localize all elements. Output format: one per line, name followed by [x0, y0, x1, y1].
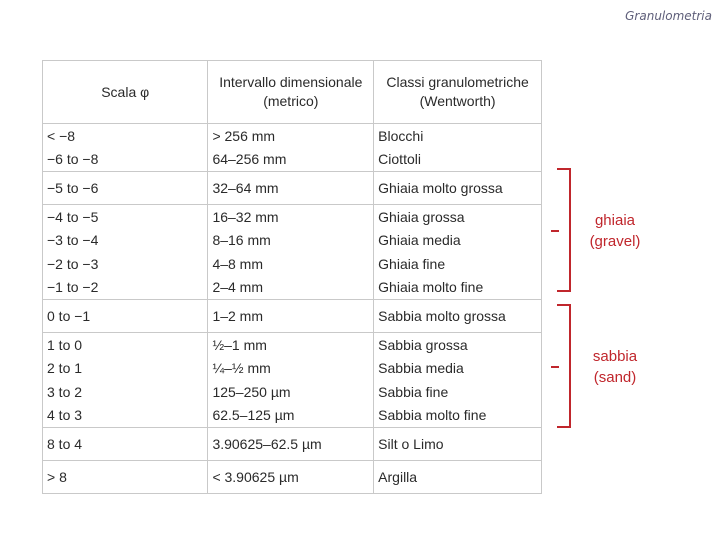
sand-bracket-tick	[551, 366, 559, 368]
phi-cell: 2 to 1	[43, 357, 208, 381]
phi-cell: −1 to −2	[43, 276, 208, 300]
header-phi-scale: Scala φ	[43, 61, 208, 124]
sand-label-english: (sand)	[593, 369, 637, 386]
table-row	[43, 404, 542, 428]
class-cell: Ciottoli	[374, 148, 542, 172]
gravel-label-italian: ghiaia	[594, 212, 636, 229]
size-cell: ½–1 mm	[208, 333, 374, 357]
class-cell: Sabbia molto fine	[374, 404, 542, 428]
slide-title: Granulometria	[625, 9, 712, 23]
size-cell: 62.5–125 µm	[208, 404, 374, 428]
size-cell: 32–64 mm	[208, 172, 374, 205]
sand-label-italian: sabbia	[592, 348, 638, 365]
size-cell: 16–32 mm	[208, 205, 374, 229]
class-cell: Ghiaia media	[374, 229, 542, 253]
table-header-row	[43, 61, 542, 124]
class-cell: Argilla	[374, 461, 542, 494]
phi-cell: −2 to −3	[43, 252, 208, 276]
class-cell: Sabbia grossa	[374, 333, 542, 357]
phi-cell: 8 to 4	[43, 428, 208, 461]
table-row	[43, 300, 542, 333]
size-cell: 2–4 mm	[208, 276, 374, 300]
header-wentworth-class: Classi granulometriche (Wentworth)	[374, 61, 542, 124]
size-cell: 3.90625–62.5 µm	[208, 428, 374, 461]
class-cell: Blocchi	[374, 124, 542, 148]
class-cell: Ghiaia grossa	[374, 205, 542, 229]
grain-size-table	[42, 60, 542, 494]
phi-cell: −3 to −4	[43, 229, 208, 253]
phi-cell: −4 to −5	[43, 205, 208, 229]
size-cell: 4–8 mm	[208, 252, 374, 276]
phi-cell: 0 to −1	[43, 300, 208, 333]
phi-cell: > 8	[43, 461, 208, 494]
size-cell: 1–2 mm	[208, 300, 374, 333]
class-cell: Sabbia media	[374, 357, 542, 381]
size-cell: 64–256 mm	[208, 148, 374, 172]
table-row	[43, 148, 542, 172]
sand-label	[575, 346, 655, 388]
gravel-label	[575, 210, 655, 252]
table-row	[43, 124, 542, 148]
table-row	[43, 428, 542, 461]
table-row	[43, 357, 542, 381]
table-row	[43, 380, 542, 404]
class-cell: Ghiaia fine	[374, 252, 542, 276]
class-cell: Ghiaia molto grossa	[374, 172, 542, 205]
table-row	[43, 333, 542, 357]
class-cell: Ghiaia molto fine	[374, 276, 542, 300]
phi-cell: −5 to −6	[43, 172, 208, 205]
class-cell: Silt o Limo	[374, 428, 542, 461]
gravel-bracket-tick	[551, 230, 559, 232]
size-cell: > 256 mm	[208, 124, 374, 148]
table-row	[43, 229, 542, 253]
phi-cell: < −8	[43, 124, 208, 148]
gravel-label-english: (gravel)	[589, 233, 641, 250]
class-cell: Sabbia molto grossa	[374, 300, 542, 333]
table-row	[43, 276, 542, 300]
table-row	[43, 252, 542, 276]
size-cell: < 3.90625 µm	[208, 461, 374, 494]
size-cell: 8–16 mm	[208, 229, 374, 253]
header-metric-range: Intervallo dimensionale (metrico)	[208, 61, 374, 124]
phi-cell: 3 to 2	[43, 380, 208, 404]
size-cell: 125–250 µm	[208, 380, 374, 404]
gravel-bracket	[557, 168, 571, 292]
size-cell: ¼–½ mm	[208, 357, 374, 381]
sand-bracket	[557, 304, 571, 428]
table-row	[43, 461, 542, 494]
phi-cell: 4 to 3	[43, 404, 208, 428]
class-cell: Sabbia fine	[374, 380, 542, 404]
phi-cell: 1 to 0	[43, 333, 208, 357]
table-row	[43, 205, 542, 229]
table-row	[43, 172, 542, 205]
phi-cell: −6 to −8	[43, 148, 208, 172]
